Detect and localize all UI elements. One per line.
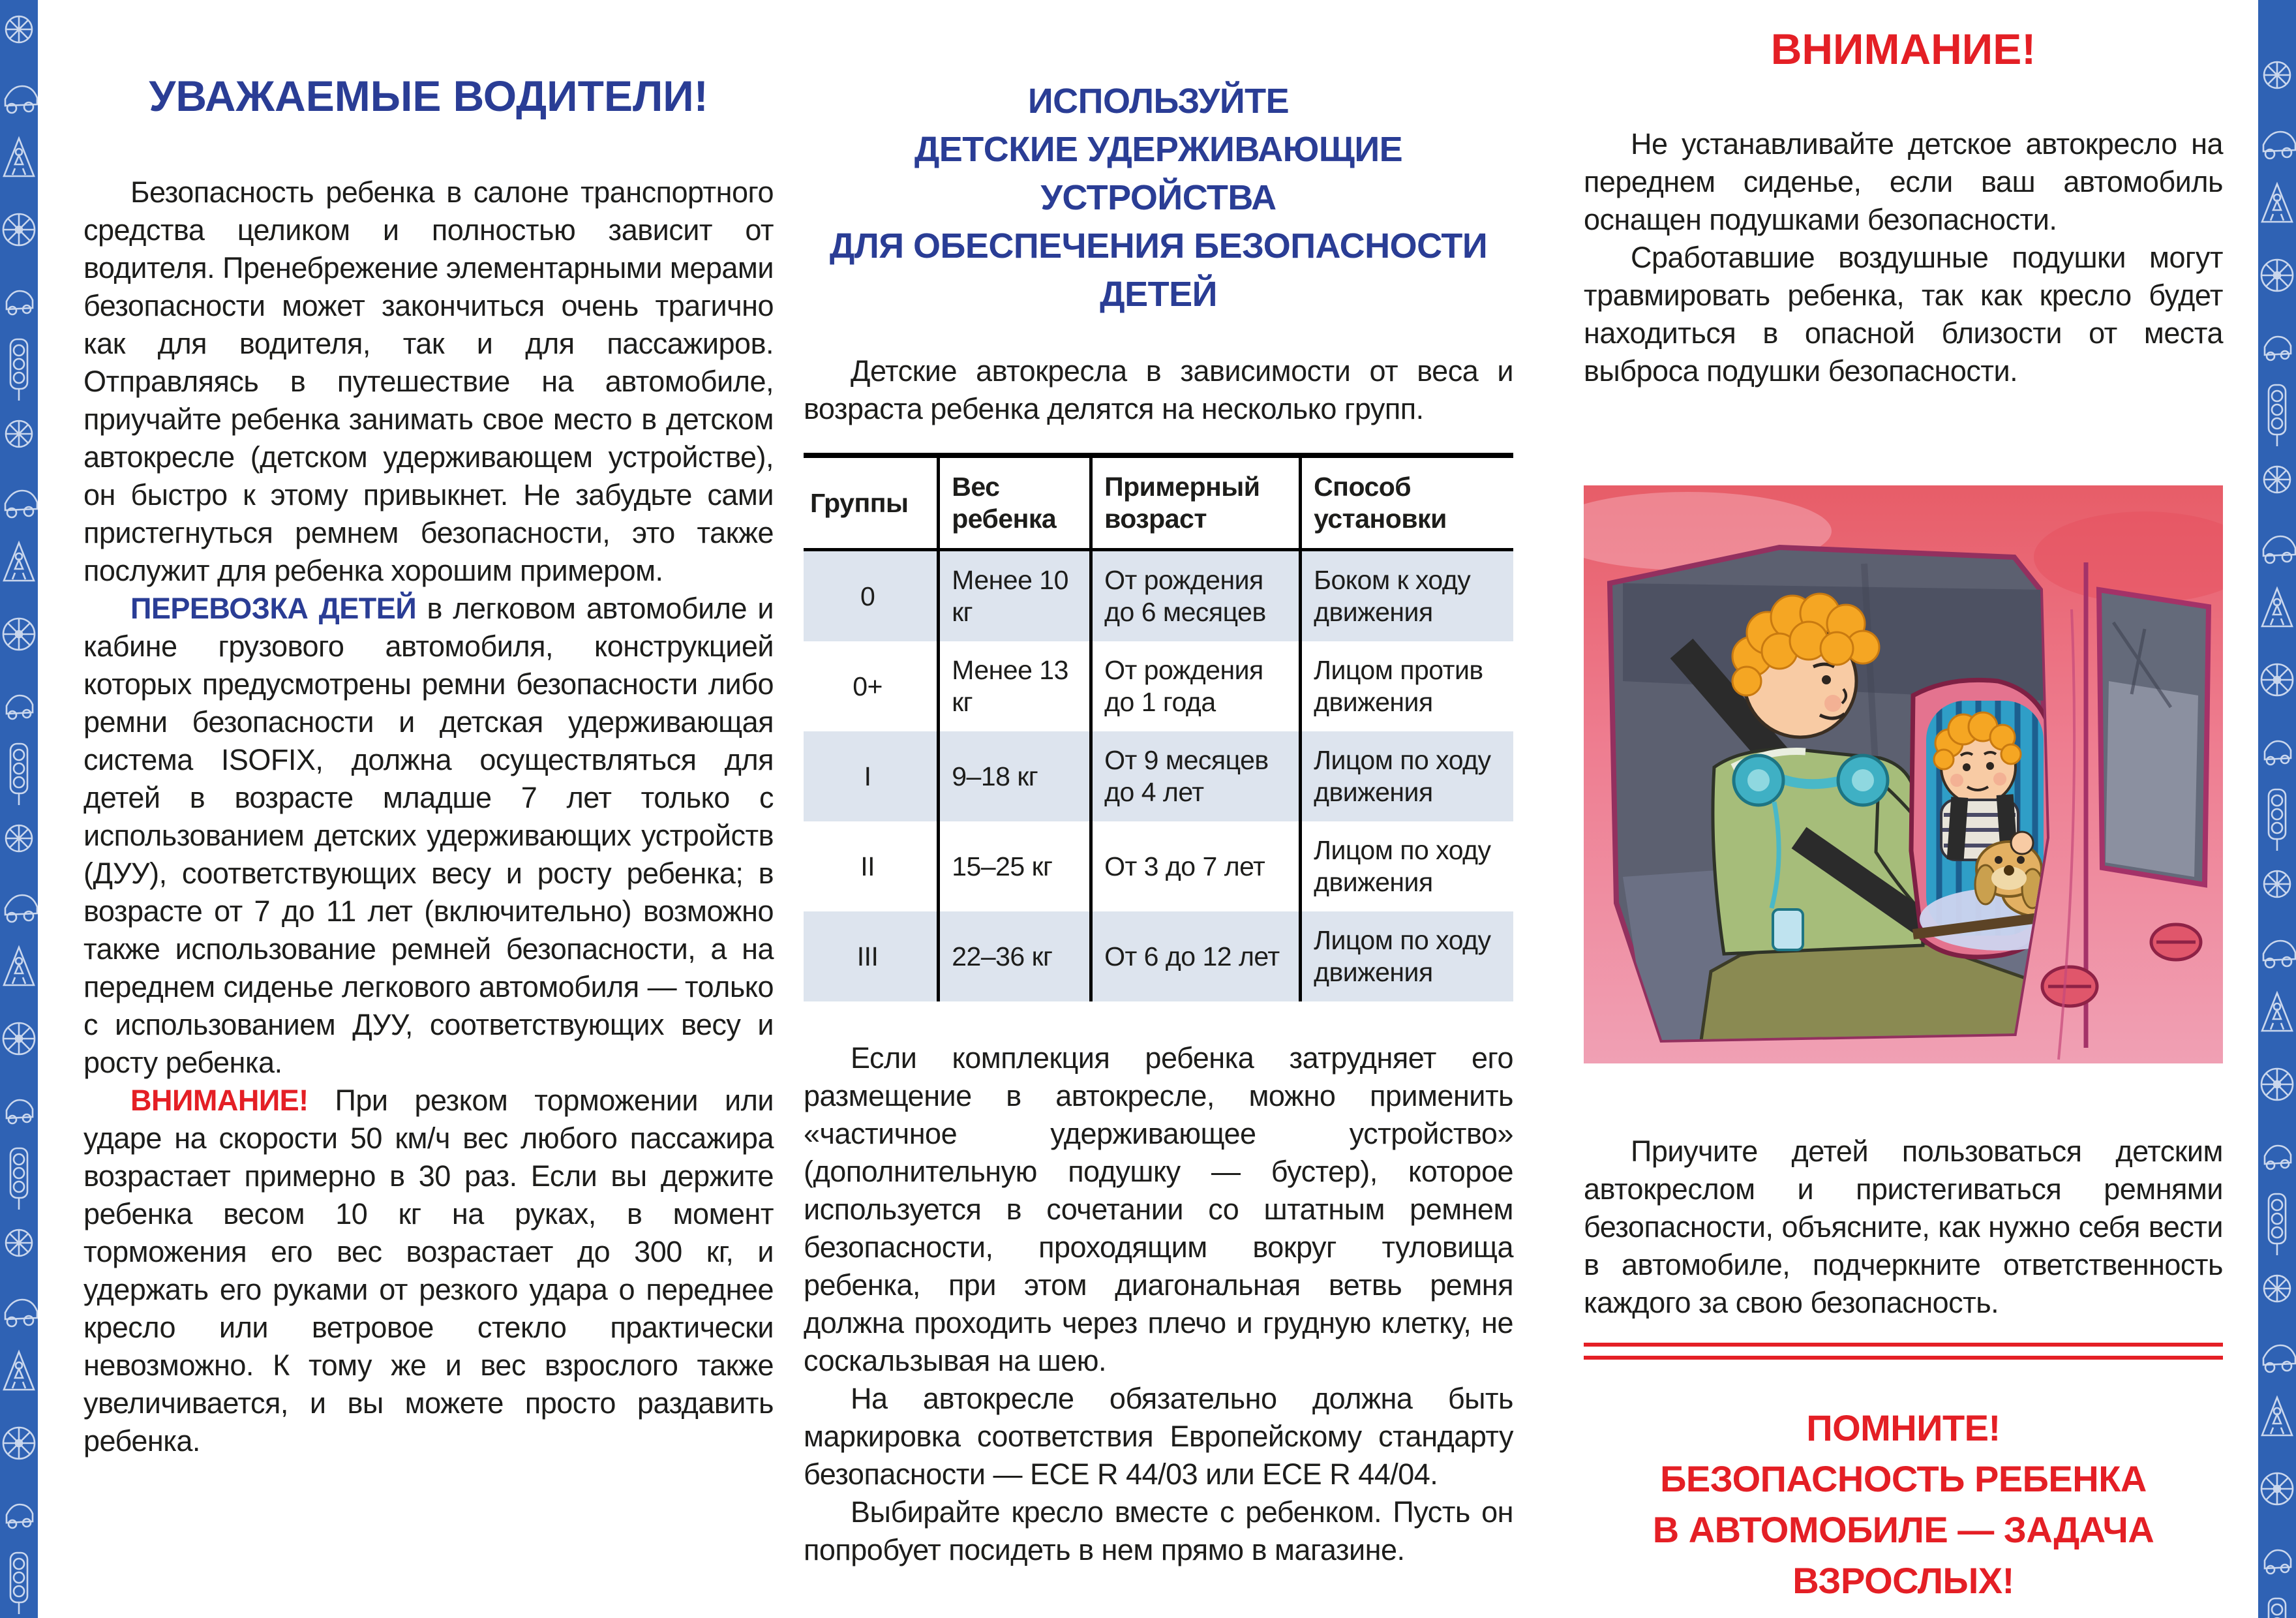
paragraph-choose-seat: Выбирайте кресло вместе с ребенком. Пусть он попробует посидеть в нем прямо в магазине. [804, 1495, 1513, 1566]
car-seat-groups-table [804, 453, 1513, 1001]
car-seat-illustration [1584, 485, 2223, 1063]
section-heading [804, 77, 1513, 318]
cell-age: От рождения до 1 года [1091, 641, 1301, 731]
column-restraint-devices [804, 77, 1513, 1569]
cell-age: От рождения до 6 месяцев [1091, 550, 1301, 642]
heading-line: ИСПОЛЬЗУЙТЕ [1027, 82, 1290, 121]
paragraph-booster: Если комплекция ребенка затрудняет его размещение в автокресле, можно применить «частичное удерживающее устройство» (дополнительную подушку — бустер), которое используется в сочетании со штатным ремнем безопасности, проходящим вокруг туловища ребенка, при этом диагональная ветвь ремня должна проходить через плечо и грудную клетку, не соскальзывая на шею. [804, 1041, 1513, 1377]
heading-line: ДЛЯ ОБЕСПЕЧЕНИЯ БЕЗОПАСНОСТИ ДЕТЕЙ [829, 226, 1488, 314]
cell-weight: 15–25 кг [939, 821, 1091, 911]
left-road-doodle-border [0, 0, 38, 1618]
inline-subheading-transport: ПЕРЕВОЗКА ДЕТЕЙ [130, 592, 417, 625]
cell-install: Лицом по ходу движения [1301, 821, 1513, 911]
cell-install: Лицом против движения [1301, 641, 1513, 731]
cell-group: 0+ [853, 671, 883, 701]
header-install: Способ установки [1301, 455, 1513, 550]
cell-group: 0 [804, 550, 939, 642]
column-attention [1584, 26, 2223, 1606]
cell-weight: Менее 13 кг [939, 641, 1091, 731]
paragraph-attention-braking: ВНИМАНИЕ! При резком торможении или ударе на скорости 50 км/ч вес любого пассажира возрастает примерно в 30 раз. Если вы держите ребенка весом 10 кг на руках, в момент торможения его вес возрастает до 300 кг, и удержать его руками от резкого удара о переднее кресло или ветровое стекло практически невозможно. К тому же и вес взрослого также увеличивается, и вы можете просто раздавить ребенка. [83, 1084, 774, 1458]
cell-weight: 9–18 кг [939, 731, 1091, 821]
cell-age: От 3 до 7 лет [1091, 821, 1301, 911]
cell-install: Лицом по ходу движения [1301, 731, 1513, 821]
car-seat-illustration-icon [1584, 485, 2223, 1063]
header-weight: Вес ребенка [939, 455, 1091, 550]
header-group: Группы [804, 455, 939, 550]
cell-age: От 6 до 12 лет [1091, 911, 1301, 1001]
cell-group: II [860, 851, 875, 881]
paragraph-teach-children: Приучите детей пользоваться детским автокреслом и пристегиваться ремнями безопасности, объясните, как нужно себя вести в автомобиле, подчеркните ответственность каждого за свою безопасность. [1584, 1135, 2223, 1319]
paragraph-groups-intro: Детские автокресла в зависимости от веса и возраста ребенка делятся на несколько групп. [804, 354, 1513, 425]
cell-weight: 22–36 кг [939, 911, 1091, 1001]
heading-line: ДЕТСКИЕ УДЕРЖИВАЮЩИЕ УСТРОЙСТВА [914, 130, 1403, 217]
cell-group: III [804, 911, 939, 1001]
table-row [804, 821, 1513, 911]
column-drivers [83, 73, 774, 1460]
attention-heading: ВНИМАНИЕ! [1770, 25, 2036, 73]
header-age: Примерный возраст [1091, 455, 1301, 550]
table-header-row [804, 455, 1513, 550]
cell-age: От 9 месяцев до 4 лет [1091, 731, 1301, 821]
cell-weight: Менее 10 кг [939, 550, 1091, 642]
cell-group: I [804, 731, 939, 821]
footer-line: ПОМНИТЕ! [1806, 1407, 2001, 1448]
footer-line: В АВТОМОБИЛЕ — ЗАДАЧА ВЗРОСЛЫХ! [1652, 1509, 2154, 1601]
page-title: УВАЖАЕМЫЕ ВОДИТЕЛИ! [149, 72, 708, 120]
paragraph-transport-rules: ПЕРЕВОЗКА ДЕТЕЙ в легковом автомобиле и кабине грузового автомобиля, конструкцией которых предусмотрены ремни безопасности либо ремни безопасности и детская удерживающая система ISOFIX, должна осуществляться для детей в возрасте младше 7 лет только с использованием детских удерживающих устройств (ДУУ), соответствующих весу и росту ребенка; в возрасте от 7 до 11 лет (включительно) возможно также использование ремней безопасности, а на переднем сиденье легкового автомобиля — только с использованием ДУУ, соответствующих весу и росту ребенка. [83, 592, 774, 1079]
footer-slogan [1584, 1403, 2223, 1606]
right-road-doodle-border [2258, 0, 2296, 1618]
paragraph-front-seat: Не устанавливайте детское автокресло на переднем сиденье, если ваш автомобиль оснащен подушками безопасности. [1584, 127, 2223, 236]
table-row [804, 911, 1513, 1001]
red-double-rule [1584, 1343, 2223, 1360]
cell-install: Боком к ходу движения [1301, 550, 1513, 642]
paragraph-ece-standard: На автокресле обязательно должна быть маркировка соответствия Европейскому стандарту безопасности — ECE R 44/03 или ECE R 44/04. [804, 1382, 1513, 1491]
paragraph-airbags: Сработавшие воздушные подушки могут травмировать ребенка, так как кресло будет находиться в опасной близости от места выброса подушки безопасности. [1584, 241, 2223, 388]
cell-install: Лицом по ходу движения [1301, 911, 1513, 1001]
paragraph-intro: Безопасность ребенка в салоне транспортного средства целиком и полностью зависит от водителя. Пренебрежение элементарными мерами безопасности может закончиться очень трагично как для водителя, так и для пассажиров. Отправляясь в путешествие на автомобиле, приучайте ребенка занимать свое место в детском автокресле (детском удерживающем устройстве), он быстро к этому привыкнет. Не забудьте сами пристегнуться ремнем безопасности, это также послужит для ребенка хорошим примером. [83, 176, 774, 587]
road-doodles-icon [0, 0, 38, 1618]
table-row [804, 731, 1513, 821]
footer-line: БЕЗОПАСНОСТЬ РЕБЕНКА [1660, 1458, 2147, 1499]
table-row [804, 641, 1513, 731]
road-doodles-icon [2258, 0, 2296, 1618]
table-row [804, 550, 1513, 642]
inline-subheading-attention: ВНИМАНИЕ! [130, 1084, 309, 1117]
